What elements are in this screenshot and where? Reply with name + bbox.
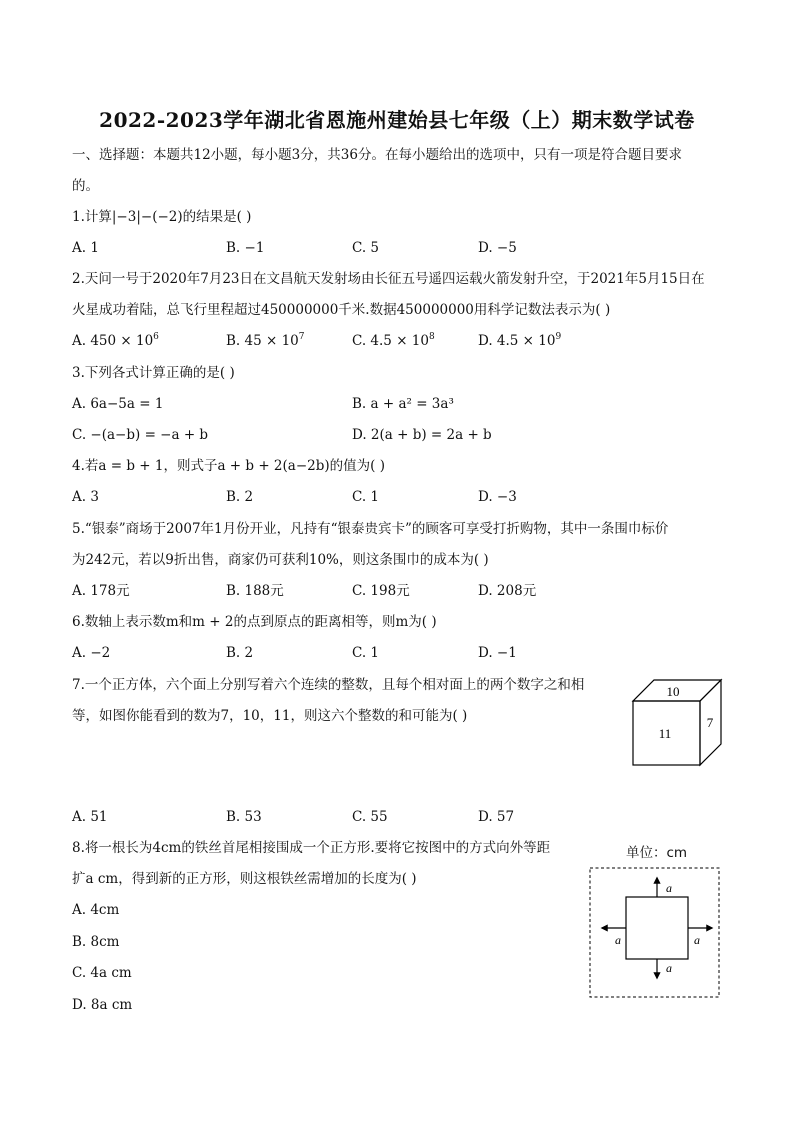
square-expansion-figure (588, 866, 722, 1000)
section-instruction: 一、选择题：本题共12小题，每小题3分，共36分。在每小题给出的选项中，只有一项是符合题目要求 (72, 147, 682, 163)
question-1-option-c[interactable]: C. 5 (352, 240, 380, 256)
label-a-bottom: a (666, 961, 672, 975)
label-a-right: a (694, 933, 700, 947)
section-instruction-cont: 的。 (72, 178, 99, 194)
question-8-stem-cont: 扩a cm，得到新的正方形，则这根铁丝需增加的长度为( ) (72, 871, 417, 887)
question-8-stem: 8.将一根长为4cm的铁丝首尾相接围成一个正方形.要将它按图中的方式向外等距 (72, 840, 551, 856)
label-a-left: a (615, 933, 621, 947)
question-4-option-c[interactable]: C. 1 (352, 489, 380, 505)
cube-top-number: 10 (666, 684, 680, 699)
question-1-option-a[interactable]: A. 1 (72, 240, 99, 256)
question-5-option-d[interactable]: D. 208元 (478, 583, 537, 599)
question-7-stem: 7.一个正方体，六个面上分别写着六个连续的整数，且每个相对面上的两个数字之和相 (72, 677, 585, 693)
unit-label: 单位：cm (626, 845, 688, 861)
question-6-option-d[interactable]: D. −1 (478, 645, 517, 661)
original-square (626, 897, 688, 959)
question-1-stem: 1.计算|−3|−(−2)的结果是( ) (72, 209, 252, 225)
question-8-option-a[interactable]: A. 4cm (72, 902, 120, 918)
question-3-option-c[interactable]: C. −(a−b) = −a + b (72, 427, 209, 443)
cube-right-number: 7 (706, 715, 714, 730)
question-2-option-b[interactable]: B. $45 \times 10^7$ (226, 332, 305, 349)
question-3-option-d[interactable]: D. 2(a + b) = 2a + b (352, 427, 492, 443)
question-8-option-c[interactable]: C. 4a cm (72, 965, 132, 981)
question-7-option-b[interactable]: B. 53 (226, 809, 262, 825)
question-1-option-b[interactable]: B. −1 (226, 240, 265, 256)
question-2-option-c[interactable]: C. $4.5 \times 10^8$ (352, 332, 435, 349)
question-2-option-d[interactable]: D. $4.5 \times 10^9$ (478, 332, 562, 349)
question-3-option-b[interactable]: B. a + a² = 3a³ (352, 396, 454, 412)
question-5-stem: 5.“银泰”商场于2007年1月份开业，凡持有“银泰贵宾卡”的顾客可享受打折购物，其中一条围巾标价 (72, 521, 669, 537)
question-4-option-b[interactable]: B. 2 (226, 489, 254, 505)
cube-front-number: 11 (658, 726, 672, 741)
question-6-option-a[interactable]: A. −2 (72, 645, 111, 661)
label-a-top: a (666, 881, 672, 895)
question-5-option-c[interactable]: C. 198元 (352, 583, 410, 599)
question-2-option-a[interactable]: A. $450 \times 10^6$ (72, 332, 159, 349)
question-6-option-b[interactable]: B. 2 (226, 645, 254, 661)
question-5-option-a[interactable]: A. 178元 (72, 583, 130, 599)
question-4-option-d[interactable]: D. −3 (478, 489, 517, 505)
question-4-option-a[interactable]: A. 3 (72, 489, 99, 505)
question-7-option-d[interactable]: D. 57 (478, 809, 515, 825)
question-1-option-d[interactable]: D. −5 (478, 240, 517, 256)
question-4-stem: 4.若a = b + 1，则式子a + b + 2(a−2b)的值为( ) (72, 458, 385, 474)
question-8-option-d[interactable]: D. 8a cm (72, 997, 133, 1013)
question-7-option-a[interactable]: A. 51 (72, 809, 108, 825)
question-6-stem: 6.数轴上表示数m和m + 2的点到原点的距离相等，则m为( ) (72, 614, 437, 630)
question-5-stem-cont: 为242元，若以9折出售，商家仍可获利10%，则这条围巾的成本为( ) (72, 552, 489, 568)
question-2-stem-cont: 火星成功着陆，总飞行里程超过450000000千米.数据450000000用科学记数法表示为( ) (72, 302, 611, 318)
question-7-stem-cont: 等，如图你能看到的数为7，10，11，则这六个整数的和可能为( ) (72, 708, 468, 724)
page-title: 2022-2023学年湖北省恩施州建始县七年级（上）期末数学试卷 (99, 108, 695, 132)
question-3-stem: 3.下列各式计算正确的是( ) (72, 365, 235, 381)
question-2-stem: 2.天问一号于2020年7月23日在文昌航天发射场由长征五号遥四运载火箭发射升空，于2021年5月15日在 (72, 271, 705, 287)
cube-figure (628, 674, 728, 770)
question-7-option-c[interactable]: C. 55 (352, 809, 388, 825)
question-8-option-b[interactable]: B. 8cm (72, 934, 120, 950)
question-6-option-c[interactable]: C. 1 (352, 645, 380, 661)
question-5-option-b[interactable]: B. 188元 (226, 583, 284, 599)
question-3-option-a[interactable]: A. 6a−5a = 1 (72, 396, 164, 412)
